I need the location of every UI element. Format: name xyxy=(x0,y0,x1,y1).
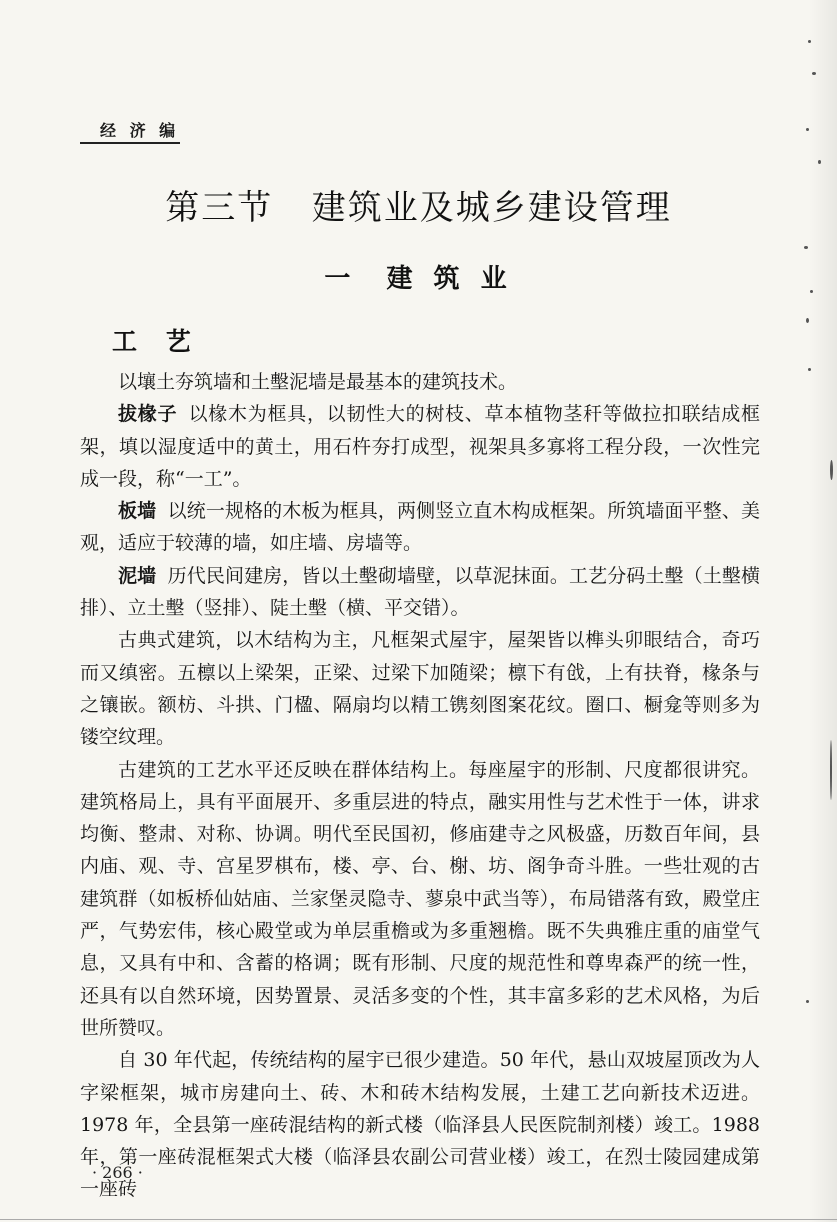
paragraph-text: 历代民间建房，皆以土墼砌墙壁，以草泥抹面。工艺分码土墼（土墼横排）、立土墼（竖排）、陡土墼（横、平交错）。 xyxy=(80,564,760,620)
subsection-title: 一 建 筑 业 xyxy=(324,264,513,294)
running-head: 经 济 编 xyxy=(100,121,180,140)
scan-speck xyxy=(804,246,808,249)
scan-speck xyxy=(830,460,833,480)
paragraph-text: 以壤土夯筑墙和土墼泥墙是最基本的建筑技术。 xyxy=(118,371,518,393)
paragraph-term: 拔椽子 xyxy=(118,403,178,426)
scan-speck xyxy=(806,1000,809,1003)
scan-speck xyxy=(818,160,821,164)
paragraph-text: 自 30 年代起，传统结构的屋宇已很少建造。50 年代，悬山双坡屋顶改为人字梁框架，城市房建向土、砖、木和砖木结构发展，土建工艺向新技术迈进。1978 年，全县第一座砖混结构的新式楼（临泽县人民医院制剂楼）竣工。1988 年，第一座砖混框架式大楼（临泽县农副公司营业楼）竣工，在烈士陵园建成第一座砖 xyxy=(80,1049,760,1201)
paragraph xyxy=(80,366,760,398)
bottom-edge xyxy=(0,1219,837,1220)
paragraph-text: 以统一规格的木板为框具，两侧竖立直木构成框架。所筑墙面平整、美观，适应于较薄的墙，如庄墙、房墙等。 xyxy=(80,500,760,555)
scan-edge-shadow xyxy=(809,0,837,1222)
header-rule xyxy=(80,142,180,144)
scan-speck xyxy=(808,40,811,43)
scan-speck xyxy=(808,368,811,371)
paragraph xyxy=(80,398,760,495)
section-title: 第三节 建筑业及城乡建设管理 xyxy=(165,188,672,228)
paragraph xyxy=(80,495,760,560)
scan-speck xyxy=(806,318,809,323)
paragraph xyxy=(80,1044,760,1205)
scan-speck xyxy=(812,72,816,75)
paragraph xyxy=(80,754,760,1045)
paragraph-text: 古典式建筑，以木结构为主，凡框架式屋宇，屋架皆以榫头卯眼结合，奇巧而又缜密。五檩以上梁架，正梁、过梁下加随梁；檩下有戗，上有扶脊，椽条与之镶嵌。额枋、斗拱、门楹、隔扇均以精工镌刻图案花纹。圈口、橱龛等则多为镂空纹理。 xyxy=(80,629,760,749)
paragraph-term: 泥墙 xyxy=(118,564,157,587)
scan-speck xyxy=(830,740,832,800)
paragraph-term: 板墙 xyxy=(118,500,157,523)
paragraph xyxy=(80,624,760,753)
body-text xyxy=(80,366,760,1206)
paragraph xyxy=(80,560,760,625)
page-number: · 266 · xyxy=(92,1163,143,1182)
paragraph-text: 以椽木为框具，以韧性大的树枝、草本植物茎秆等做拉扣联结成框架，填以湿度适中的黄土，用石杵夯打成型，视架具多寡将工程分段，一次性完成一段，称“一工”。 xyxy=(80,403,760,490)
paragraph-text: 古建筑的工艺水平还反映在群体结构上。每座屋宇的形制、尺度都很讲究。建筑格局上，具有平面展开、多重层进的特点，融实用性与艺术性于一体，讲求均衡、整肃、对称、协调。明代至民国初，修庙建寺之风极盛，历数百年间，县内庙、观、寺、宫星罗棋布，楼、亭、台、榭、坊、阁争奇斗胜。一些壮观的古建筑群（如板桥仙姑庙、兰家堡灵隐寺、蓼泉中武当等），布局错落有致，殿堂庄严，气势宏伟，核心殿堂或为单层重檐或为多重翘檐。既不失典雅庄重的庙堂气息，又具有中和、含蓄的格调；既有形制、尺度的规范性和尊卑森严的统一性，还具有以自然环境，因势置景、灵活多变的个性，其丰富多彩的艺术风格，为后世所赞叹。 xyxy=(80,758,760,1039)
topic-heading: 工 艺 xyxy=(112,327,201,356)
scan-speck xyxy=(810,290,813,293)
scan-speck xyxy=(806,128,809,131)
